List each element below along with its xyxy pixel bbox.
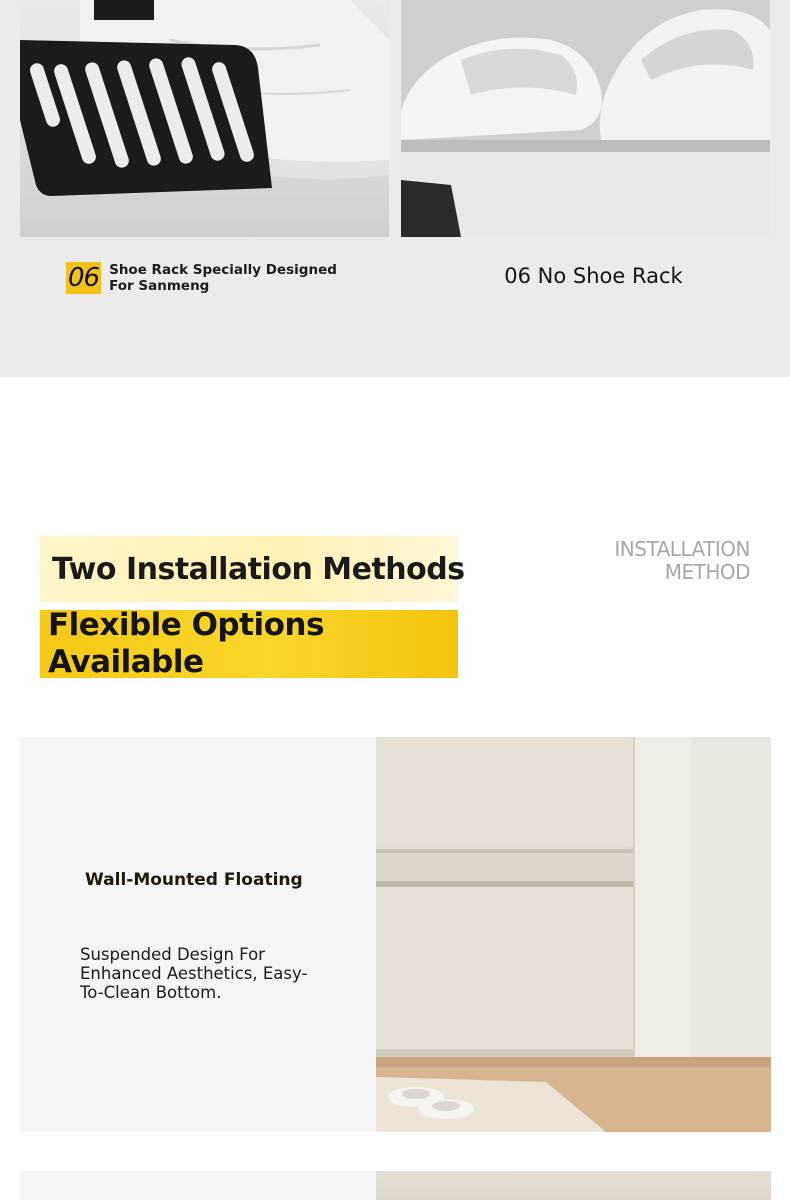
shoe-rack-caption-text: Shoe Rack Specially Designed For Sanmeng <box>109 262 337 294</box>
installation-method-label: INSTALLATION METHOD <box>614 537 750 584</box>
installation-title: Two Installation Methods <box>52 552 465 587</box>
slippers-illustration <box>401 0 770 237</box>
installation-subtitle: Flexible Options Available <box>48 607 324 680</box>
comparison-section <box>0 0 790 377</box>
wall-mounted-description: Suspended Design For Enhanced Aesthetics, Easy-To-Clean Bottom. <box>80 945 308 1002</box>
number-badge: 06 <box>68 263 100 293</box>
no-shoe-rack-caption: 06 No Shoe Rack <box>504 264 683 288</box>
floating-cabinet-illustration <box>376 737 771 1132</box>
sneaker-on-rack-illustration <box>20 0 389 237</box>
slippers-photo <box>401 0 770 237</box>
wall-mounted-cabinet-photo <box>376 737 771 1132</box>
next-method-photo <box>376 1171 771 1200</box>
wall-mounted-title: Wall-Mounted Floating <box>85 870 303 890</box>
shoe-rack-caption <box>66 258 346 298</box>
shoe-rack-photo <box>20 0 389 237</box>
